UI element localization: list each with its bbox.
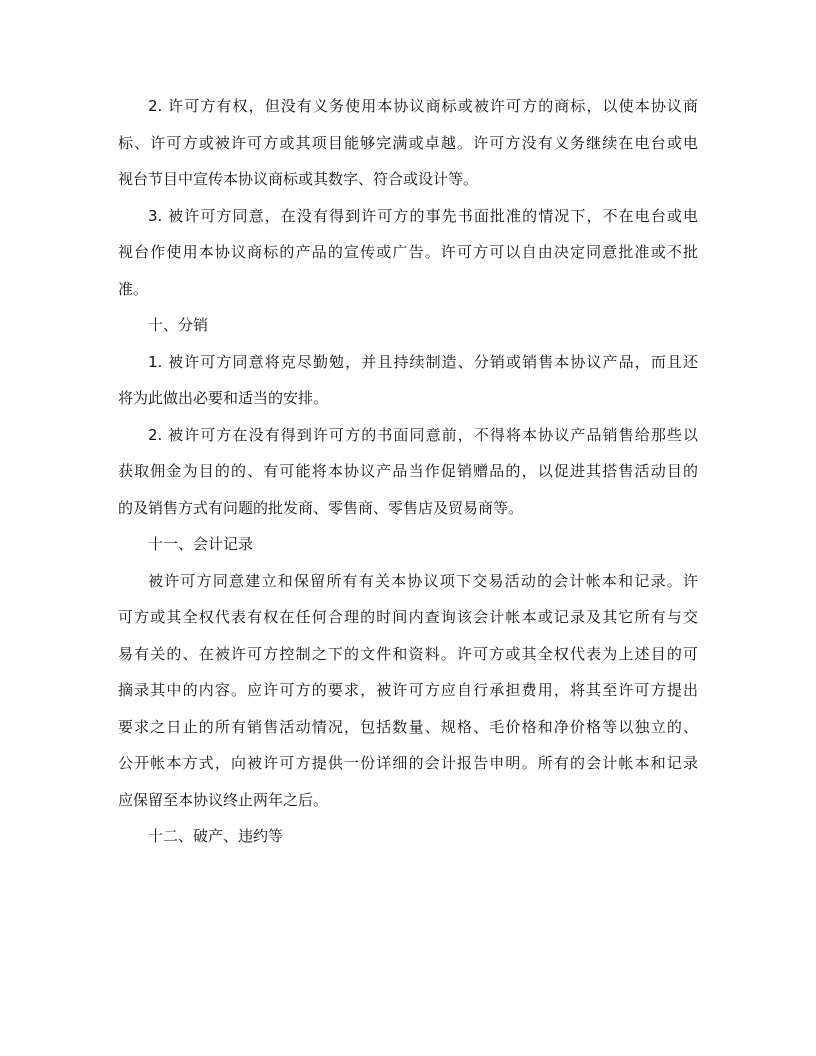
paragraph-line: 摘录其中的内容。应许可方的要求，被许可方应自行承担费用，将其至许可方提出	[118, 681, 698, 699]
paragraph-line: 标、许可方或被许可方或其项目能够完满或卓越。许可方没有义务继续在电台或电	[118, 133, 698, 152]
paragraph-line: 易有关的、在被许可方控制之下的文件和资料。许可方或其全权代表为上述目的可	[118, 644, 698, 663]
paragraph-line: 视台作使用本协议商标的产品的宣传或广告。许可方可以自由决定同意批准或不批	[118, 243, 698, 261]
document-body	[118, 88, 698, 855]
paragraph-line: 应保留至本协议终止两年之后。	[118, 790, 329, 809]
section-heading: 十、分销	[148, 316, 209, 334]
section-heading: 十一、会计记录	[148, 535, 254, 553]
paragraph-line: 可方或其全权代表有权在任何合理的时间内查询该会计帐本或记录及其它所有与交	[118, 608, 698, 626]
section-heading: 十二、破产、违约等	[148, 827, 284, 845]
paragraph-line: 公开帐本方式，向被许可方提供一份详细的会计报告申明。所有的会计帐本和记录	[118, 754, 698, 772]
paragraph-line: 的及销售方式有问题的批发商、零售商、零售店及贸易商等。	[118, 498, 524, 517]
paragraph-line: 获取佣金为目的的、有可能将本协议产品当作促销赠品的，以促进其搭售活动目的	[118, 462, 698, 480]
paragraph-line: 2. 许可方有权，但没有义务使用本协议商标或被许可方的商标，以使本协议商	[148, 97, 698, 115]
paragraph-line: 3. 被许可方同意，在没有得到许可方的事先书面批准的情况下，不在电台或电	[148, 206, 698, 225]
paragraph-line: 准。	[118, 279, 149, 298]
paragraph-line: 1. 被许可方同意将克尽勤勉，并且持续制造、分销或销售本协议产品，而且还	[148, 352, 698, 371]
paragraph-line: 被许可方同意建立和保留所有有关本协议项下交易活动的会计帐本和记录。许	[148, 571, 698, 590]
paragraph-line: 要求之日止的所有销售活动情况，包括数量、规格、毛价格和净价格等以独立的、	[118, 717, 698, 736]
paragraph-line: 视台节目中宣传本协议商标或其数字、符合或设计等。	[118, 170, 479, 188]
paragraph-line: 2. 被许可方在没有得到许可方的书面同意前，不得将本协议产品销售给那些以	[148, 425, 698, 444]
paragraph-line: 将为此做出必要和适当的安排。	[118, 389, 329, 407]
